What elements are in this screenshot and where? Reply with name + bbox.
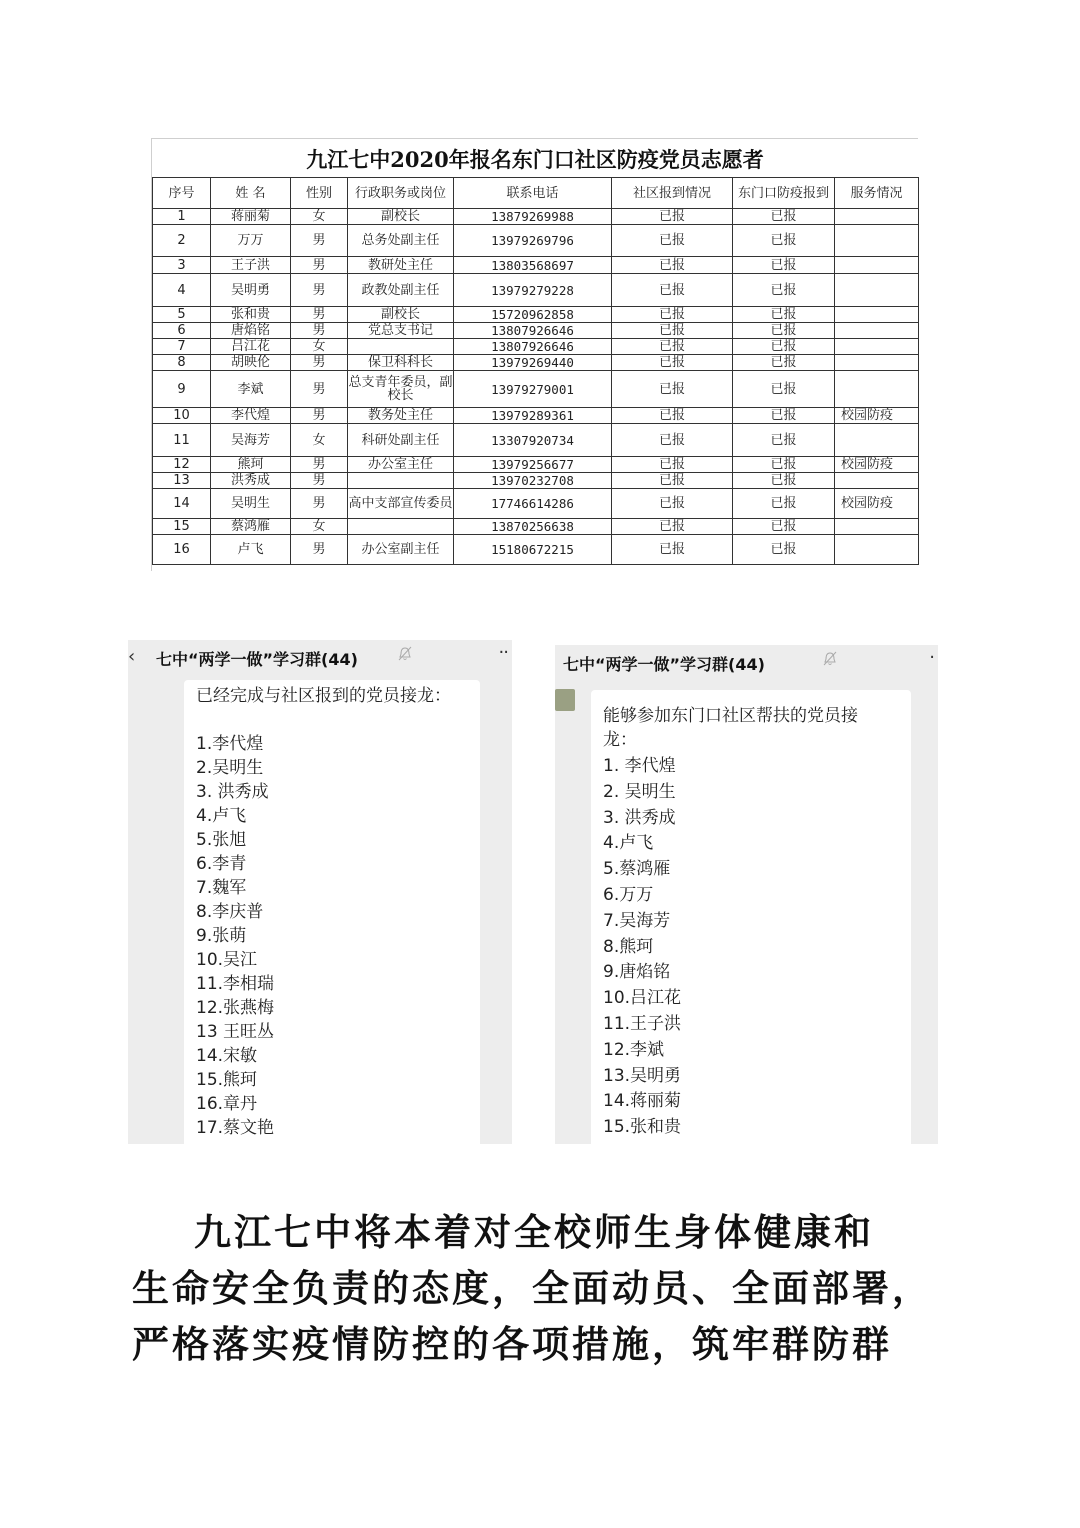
cell-position: 总务处副主任 [348,225,454,257]
cell-index: 3 [153,257,211,274]
cell-phone: 13979256677 [454,457,612,473]
message-bubble [184,680,480,1144]
list-item: 11.王子洪 [603,1013,682,1034]
cell-position: 办公室主任 [348,457,454,473]
cell-name: 李斌 [211,371,291,408]
list-item: 4.卢飞 [196,806,247,826]
cell-name: 熊珂 [211,457,291,473]
cell-name: 万万 [211,225,291,257]
list-item: 17.蔡文艳 [196,1118,275,1138]
chat-screenshot-left [128,640,512,1144]
cell-index: 1 [153,209,211,225]
cell-index: 7 [153,339,211,355]
list-item: 16.章丹 [196,1094,258,1114]
list-item: 1.李代煌 [196,734,264,754]
list-item: 2. 吴明生 [603,781,676,802]
cell-position: 副校长 [348,209,454,225]
cell-phone: 13807926646 [454,323,612,339]
cell-index: 12 [153,457,211,473]
cell-service: 校园防疫 [835,489,919,519]
cell-index: 14 [153,489,211,519]
cell-dongmenkou-report: 已报 [733,535,835,565]
cell-community-report: 已报 [612,535,733,565]
list-item: 7.魏军 [196,878,247,898]
cell-position [348,339,454,355]
cell-dongmenkou-report: 已报 [733,209,835,225]
checkin-list [196,732,274,1140]
cell-dongmenkou-report: 已报 [733,257,835,274]
cell-community-report: 已报 [612,408,733,424]
cell-community-report: 已报 [612,257,733,274]
cell-index: 15 [153,519,211,535]
more-icon[interactable]: · [929,647,934,668]
body-paragraph [132,1204,962,1372]
cell-phone: 13870256638 [454,519,612,535]
cell-dongmenkou-report: 已报 [733,323,835,339]
cell-community-report: 已报 [612,424,733,457]
cell-phone: 13979269796 [454,225,612,257]
list-item: 4.卢飞 [603,833,654,854]
cell-dongmenkou-report: 已报 [733,339,835,355]
cell-phone: 13979279001 [454,371,612,408]
cell-name: 吴明勇 [211,274,291,307]
cell-phone: 15720962858 [454,307,612,323]
list-item: 9.张萌 [196,926,247,946]
list-item: 9.唐焰铭 [603,962,671,983]
cell-position: 副校长 [348,307,454,323]
cell-position: 总支青年委员，副校长 [348,371,454,408]
cell-service [835,257,919,274]
cell-index: 6 [153,323,211,339]
checkin-list [603,754,681,1141]
table-header-row [153,178,919,209]
cell-dongmenkou-report: 已报 [733,489,835,519]
table-row [153,535,919,565]
cell-community-report: 已报 [612,355,733,371]
cell-name: 吴明生 [211,489,291,519]
list-item: 1. 李代煌 [603,756,676,776]
bell-off-icon [823,651,837,667]
cell-phone: 17746614286 [454,489,612,519]
table-row [153,457,919,473]
cell-dongmenkou-report: 已报 [733,274,835,307]
cell-service [835,307,919,323]
cell-name: 卢飞 [211,535,291,565]
cell-community-report: 已报 [612,307,733,323]
list-item: 14.蒋丽菊 [603,1091,682,1112]
list-item: 13.吴明勇 [603,1065,682,1086]
cell-phone: 13307920734 [454,424,612,457]
cell-index: 10 [153,408,211,424]
cell-dongmenkou-report: 已报 [733,473,835,489]
paragraph-line: 生命安全负责的态度，全面动员、全面部署， [132,1266,932,1310]
chat-title: 七中“两学一做”学习群(44) [563,655,765,674]
avatar[interactable] [555,689,575,711]
cell-dongmenkou-report: 已报 [733,457,835,473]
cell-gender: 男 [291,225,348,257]
cell-name: 胡映伦 [211,355,291,371]
cell-service [835,473,919,489]
cell-service: 校园防疫 [835,457,919,473]
cell-name: 吴海芳 [211,424,291,457]
cell-name: 吕江花 [211,339,291,355]
cell-gender: 男 [291,323,348,339]
list-item: 12.李斌 [603,1039,665,1060]
cell-gender: 女 [291,339,348,355]
table-row [153,355,919,371]
table-body [153,209,919,565]
cell-phone: 15180672215 [454,535,612,565]
cell-phone: 13970232708 [454,473,612,489]
cell-index: 5 [153,307,211,323]
cell-community-report: 已报 [612,225,733,257]
message-bubble [591,690,911,1144]
cell-service [835,535,919,565]
table-row [153,257,919,274]
table-row [153,519,919,535]
cell-phone: 13807926646 [454,339,612,355]
chat-header [555,645,938,681]
cell-name: 张和贵 [211,307,291,323]
cell-dongmenkou-report: 已报 [733,424,835,457]
table-row [153,489,919,519]
cell-service [835,424,919,457]
cell-position: 高中支部宣传委员 [348,489,454,519]
cell-gender: 男 [291,535,348,565]
cell-position [348,473,454,489]
cell-community-report: 已报 [612,519,733,535]
cell-phone: 13803568697 [454,257,612,274]
cell-community-report: 已报 [612,489,733,519]
cell-service [835,371,919,408]
list-item: 15.熊珂 [196,1070,258,1090]
list-item: 7.吴海芳 [603,910,671,931]
cell-position: 教务处主任 [348,408,454,424]
cell-gender: 女 [291,519,348,535]
header-community-report: 社区报到情况 [612,178,733,209]
cell-gender: 女 [291,209,348,225]
cell-service: 校园防疫 [835,408,919,424]
cell-index: 13 [153,473,211,489]
cell-position [348,519,454,535]
cell-phone: 13979289361 [454,408,612,424]
list-item: 3. 洪秀成 [603,807,676,828]
cell-service [835,209,919,225]
header-index: 序号 [153,178,211,209]
table-title: 九江七中2020年报名东门口社区防疫党员志愿者 [306,147,764,172]
cell-index: 16 [153,535,211,565]
cell-dongmenkou-report: 已报 [733,371,835,408]
header-phone: 联系电话 [454,178,612,209]
table-row [153,473,919,489]
table-row [153,408,919,424]
cell-dongmenkou-report: 已报 [733,519,835,535]
cell-position: 科研处副主任 [348,424,454,457]
table-row [153,424,919,457]
table-row [153,225,919,257]
list-item: 13 王旺丛 [196,1022,275,1042]
cell-name: 王子洪 [211,257,291,274]
cell-position: 政教处副主任 [348,274,454,307]
message-intro: 能够参加东门口社区帮扶的党员接龙： [603,706,858,750]
table-row [153,371,919,408]
cell-position: 教研处主任 [348,257,454,274]
list-item: 5.张旭 [196,830,247,850]
cell-name: 唐焰铭 [211,323,291,339]
list-item: 11.李相瑞 [196,974,275,994]
cell-community-report: 已报 [612,209,733,225]
list-item: 10.吴江 [196,950,258,970]
cell-index: 8 [153,355,211,371]
cell-community-report: 已报 [612,323,733,339]
paragraph-line: 严格落实疫情防控的各项措施，筑牢群防群 [132,1322,892,1366]
cell-dongmenkou-report: 已报 [733,408,835,424]
cell-service [835,323,919,339]
cell-index: 11 [153,424,211,457]
header-service: 服务情况 [835,178,919,209]
cell-index: 9 [153,371,211,408]
cell-gender: 男 [291,473,348,489]
table-row [153,209,919,225]
table-row [153,339,919,355]
cell-dongmenkou-report: 已报 [733,355,835,371]
list-item: 12.张燕梅 [196,998,275,1018]
cell-gender: 男 [291,257,348,274]
volunteer-table [152,177,919,565]
cell-dongmenkou-report: 已报 [733,225,835,257]
cell-service [835,355,919,371]
cell-gender: 男 [291,408,348,424]
header-position: 行政职务或岗位 [348,178,454,209]
cell-position: 办公室副主任 [348,535,454,565]
list-item: 2.吴明生 [196,758,264,778]
cell-position: 保卫科科长 [348,355,454,371]
cell-phone: 13979269440 [454,355,612,371]
cell-phone: 13979279228 [454,274,612,307]
cell-gender: 男 [291,307,348,323]
cell-gender: 男 [291,355,348,371]
cell-index: 4 [153,274,211,307]
cell-position: 党总支书记 [348,323,454,339]
list-item: 8.熊珂 [603,936,654,957]
paragraph-text: 九江七中将本着对全校师生身体健康和 [194,1210,874,1254]
list-item: 6.李青 [196,854,247,874]
list-item: 5.蔡鸿雁 [603,859,671,880]
list-item: 6.万万 [603,884,654,905]
cell-name: 洪秀成 [211,473,291,489]
more-icon[interactable]: ·· [498,642,508,663]
cell-community-report: 已报 [612,473,733,489]
message-intro: 已经完成与社区报到的党员接龙： [196,686,451,706]
bell-off-icon [398,646,412,662]
cell-community-report: 已报 [612,457,733,473]
list-item: 15.张和贵 [603,1117,682,1138]
volunteer-table-image [151,138,918,571]
table-row [153,274,919,307]
chat-header [128,640,512,676]
paragraph-line [132,1204,962,1260]
cell-service [835,274,919,307]
table-row [153,307,919,323]
cell-gender: 男 [291,274,348,307]
cell-name: 蔡鸿雁 [211,519,291,535]
list-item: 10.吕江花 [603,988,682,1009]
cell-community-report: 已报 [612,274,733,307]
cell-gender: 男 [291,371,348,408]
cell-service [835,519,919,535]
cell-service [835,225,919,257]
chat-screenshot-right [555,645,938,1144]
cell-service [835,339,919,355]
cell-gender: 男 [291,457,348,473]
table-row [153,323,919,339]
cell-community-report: 已报 [612,339,733,355]
cell-phone: 13879269988 [454,209,612,225]
header-name: 姓 名 [211,178,291,209]
cell-gender: 男 [291,489,348,519]
list-item: 3. 洪秀成 [196,782,269,802]
chat-title: 七中“两学一做”学习群(44) [156,650,358,669]
cell-dongmenkou-report: 已报 [733,307,835,323]
cell-name: 蒋丽菊 [211,209,291,225]
back-icon[interactable]: ‹ [128,646,136,667]
list-item: 8.李庆普 [196,902,264,922]
header-dongmenkou-report: 东门口防疫报到 [733,178,835,209]
cell-community-report: 已报 [612,371,733,408]
cell-gender: 女 [291,424,348,457]
list-item: 14.宋敏 [196,1046,258,1066]
cell-index: 2 [153,225,211,257]
cell-name: 李代煌 [211,408,291,424]
header-gender: 性别 [291,178,348,209]
